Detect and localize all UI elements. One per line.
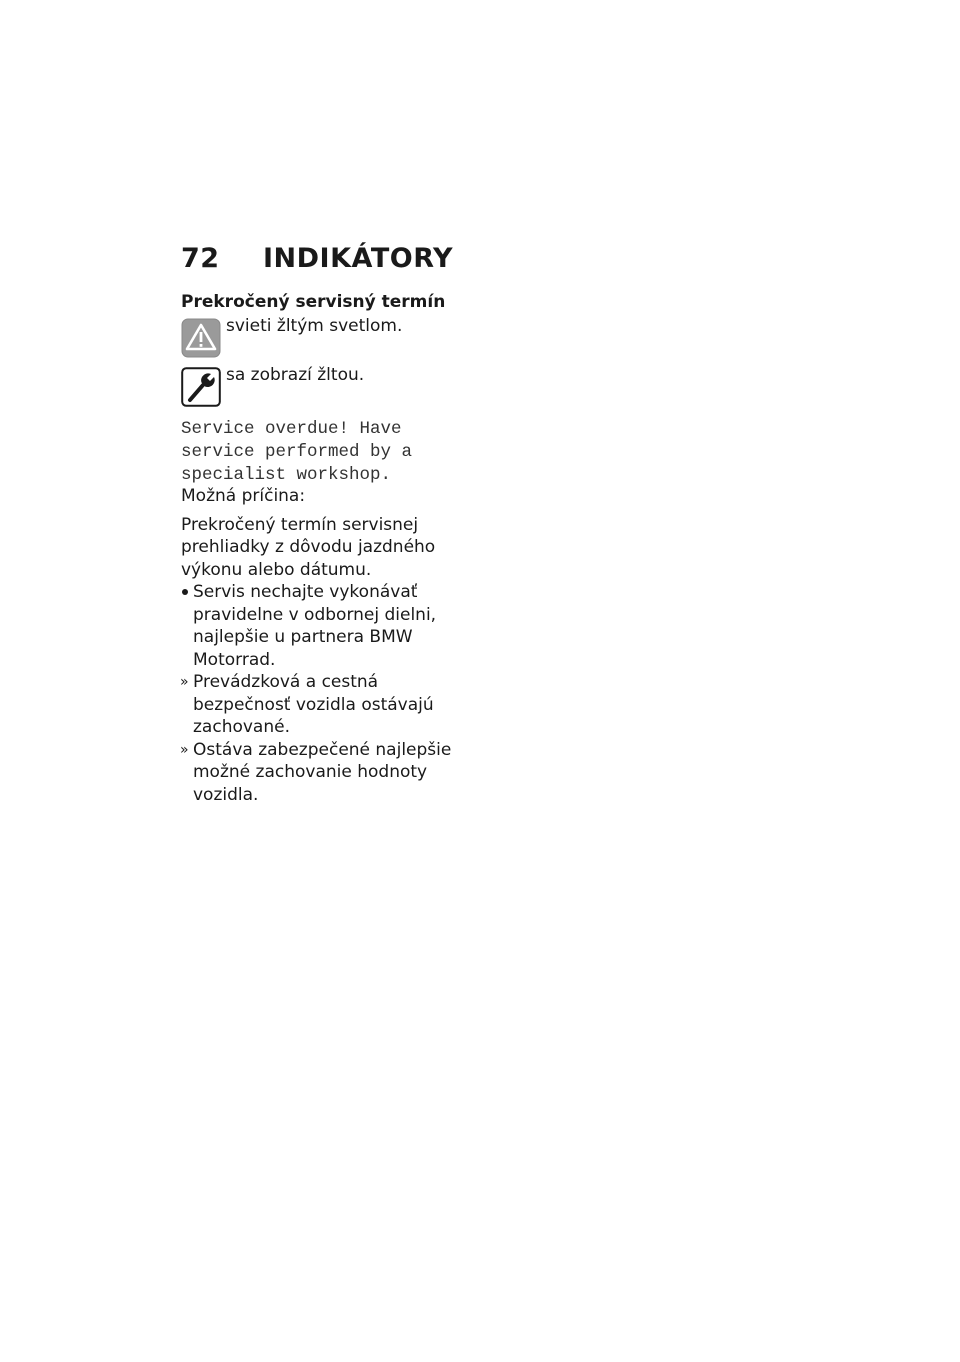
body-content — [181, 485, 466, 806]
result-marker: » — [180, 741, 189, 758]
page-number: 72 — [181, 243, 220, 274]
chapter-title: INDIKÁTORY — [263, 243, 454, 274]
display-message-line: Service overdue! Have — [181, 419, 402, 439]
display-message-line: specialist workshop. — [181, 465, 392, 485]
display-message-line: service performed by a — [181, 442, 413, 462]
page-header — [181, 243, 453, 274]
service-indicator-row — [181, 367, 364, 407]
result-item — [181, 739, 466, 807]
display-message — [181, 418, 471, 487]
service-indicator-text: sa zobrazí žltou. — [226, 365, 365, 385]
action-text: Servis nechajte vykonávať pravidelne v odbornej dielni, najlepšie u partnera BMW Motorrad. — [193, 582, 437, 670]
section-title: Prekročený servisný termín — [181, 292, 446, 312]
result-text: Ostáva zabezpečené najlepšie možné zachovanie hodnoty vozidla. — [193, 739, 452, 805]
cause-label: Možná príčina: — [181, 486, 306, 506]
result-marker: » — [180, 674, 189, 690]
warning-indicator-row — [181, 318, 402, 358]
action-item — [181, 581, 466, 671]
result-text: Prevádzková a cestná bezpečnosť vozidla ostávajú zachované. — [193, 672, 434, 737]
cause-description: Prekročený termín servisnej prehliadky z dôvodu jazdného výkonu alebo dátumu. — [181, 514, 436, 580]
warning-indicator-text: svieti žltým svetlom. — [226, 316, 403, 336]
warning-triangle-icon — [181, 318, 221, 358]
wrench-icon — [181, 367, 221, 407]
result-item — [181, 671, 466, 739]
